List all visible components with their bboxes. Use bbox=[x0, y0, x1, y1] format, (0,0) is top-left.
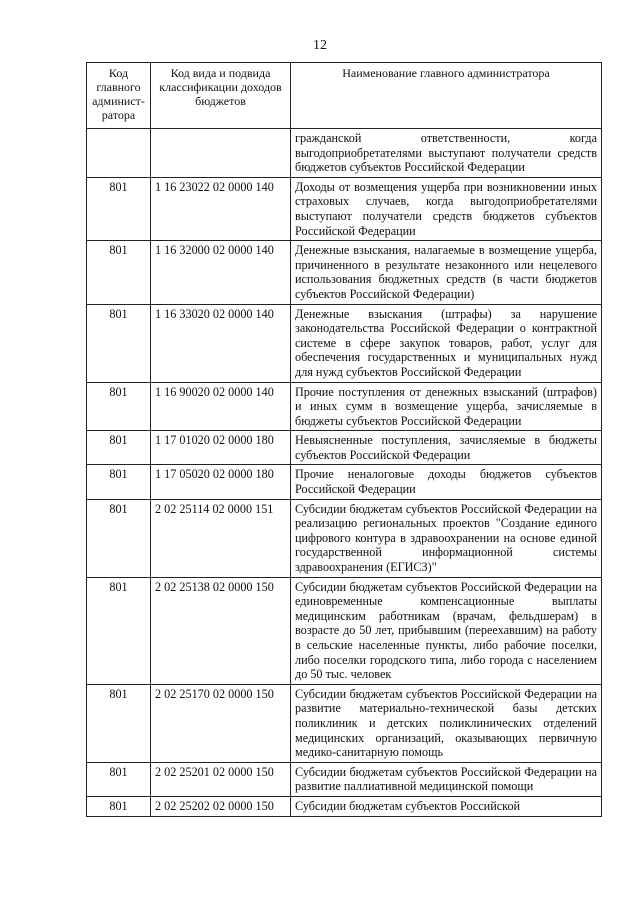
revenue-code-cell: 2 02 25201 02 0000 150 bbox=[151, 762, 291, 796]
table-row bbox=[87, 177, 602, 240]
revenue-code-cell: 1 17 05020 02 0000 180 bbox=[151, 465, 291, 499]
table-row-continuation bbox=[87, 129, 602, 178]
revenue-code-cell: 1 16 32000 02 0000 140 bbox=[151, 241, 291, 304]
revenue-code-cell: 2 02 25170 02 0000 150 bbox=[151, 684, 291, 762]
header-admin-name: Наименование главного администратора bbox=[291, 63, 602, 129]
table-row bbox=[87, 762, 602, 796]
table-row bbox=[87, 241, 602, 304]
table-row bbox=[87, 577, 602, 684]
admin-code-cell: 801 bbox=[87, 499, 151, 577]
table-row bbox=[87, 796, 602, 816]
admin-name-cell: Прочие неналоговые доходы бюджетов субъектов Российской Федерации bbox=[291, 465, 602, 499]
admin-name-cell: Субсидии бюджетам субъектов Российской Федерации на развитие материально-технической базы детских поликлиник и детских поликлинических отделений медицинских организаций, оказывающих первичную медико-санитарную помощь bbox=[291, 684, 602, 762]
revenue-code-cell: 1 16 23022 02 0000 140 bbox=[151, 177, 291, 240]
table-row bbox=[87, 684, 602, 762]
admin-code-cell: 801 bbox=[87, 465, 151, 499]
revenue-code-cell: 2 02 25202 02 0000 150 bbox=[151, 796, 291, 816]
table-row bbox=[87, 304, 602, 382]
admin-code-cell: 801 bbox=[87, 796, 151, 816]
admin-name-cell: Субсидии бюджетам субъектов Российской Федерации на развитие паллиативной медицинской помощи bbox=[291, 762, 602, 796]
admin-code-cell: 801 bbox=[87, 304, 151, 382]
admin-name-cell: Субсидии бюджетам субъектов Российской Федерации на реализацию региональных проектов "Создание единого цифрового контура в здравоохранении на основе единой государственной информационной системы здравоохранения (ЕГИСЗ)" bbox=[291, 499, 602, 577]
table-row bbox=[87, 431, 602, 465]
revenue-code-cell bbox=[151, 129, 291, 178]
admin-name-cell: Субсидии бюджетам субъектов Российской bbox=[291, 796, 602, 816]
table-header-row bbox=[87, 63, 602, 129]
admin-name-cell: Денежные взыскания, налагаемые в возмещение ущерба, причиненного в результате незаконного или нецелевого использования бюджетных средств (в части бюджетов субъектов Российской Федерации) bbox=[291, 241, 602, 304]
admin-name-cell: Доходы от возмещения ущерба при возникновении иных страховых случаев, когда выгодоприобретателями выступают получатели средств бюджетов субъектов Российской Федерации bbox=[291, 177, 602, 240]
admin-code-cell bbox=[87, 129, 151, 178]
admin-name-cell: Денежные взыскания (штрафы) за нарушение законодательства Российской Федерации о контрактной системе в сфере закупок товаров, работ, услуг для обеспечения государственных и муниципальных нужд для нужд субъектов Российской Федерации bbox=[291, 304, 602, 382]
admin-code-cell: 801 bbox=[87, 241, 151, 304]
revenue-code-cell: 2 02 25138 02 0000 150 bbox=[151, 577, 291, 684]
table-row bbox=[87, 382, 602, 431]
admin-code-cell: 801 bbox=[87, 762, 151, 796]
revenue-code-cell: 1 17 01020 02 0000 180 bbox=[151, 431, 291, 465]
revenue-code-cell: 1 16 33020 02 0000 140 bbox=[151, 304, 291, 382]
admin-name-cell: гражданской ответственности, когда выгодоприобретателями выступают получатели средств бюджетов субъектов Российской Федерации bbox=[291, 129, 602, 178]
revenue-administrators-table bbox=[86, 62, 602, 817]
admin-code-cell: 801 bbox=[87, 177, 151, 240]
admin-name-cell: Субсидии бюджетам субъектов Российской Федерации на единовременные компенсационные выплаты медицинским работникам (врачам, фельдшерам) в возрасте до 50 лет, прибывшим (переехавшим) на работу в сельские населенные пункты, либо рабочие поселки, либо поселки городского типа, либо города с населением до 50 тыс. человек bbox=[291, 577, 602, 684]
admin-code-cell: 801 bbox=[87, 382, 151, 431]
table-row bbox=[87, 499, 602, 577]
header-revenue-code: Код вида и подвида классификации доходов бюджетов bbox=[151, 63, 291, 129]
admin-code-cell: 801 bbox=[87, 577, 151, 684]
admin-name-cell: Прочие поступления от денежных взысканий (штрафов) и иных сумм в возмещение ущерба, зачисляемые в бюджеты субъектов Российской Федерации bbox=[291, 382, 602, 431]
admin-name-cell: Невыясненные поступления, зачисляемые в бюджеты субъектов Российской Федерации bbox=[291, 431, 602, 465]
page-number: 12 bbox=[313, 38, 327, 53]
admin-code-cell: 801 bbox=[87, 684, 151, 762]
revenue-code-cell: 2 02 25114 02 0000 151 bbox=[151, 499, 291, 577]
revenue-code-cell: 1 16 90020 02 0000 140 bbox=[151, 382, 291, 431]
admin-code-cell: 801 bbox=[87, 431, 151, 465]
header-admin-code: Код главного админист-ратора bbox=[87, 63, 151, 129]
table-row bbox=[87, 465, 602, 499]
